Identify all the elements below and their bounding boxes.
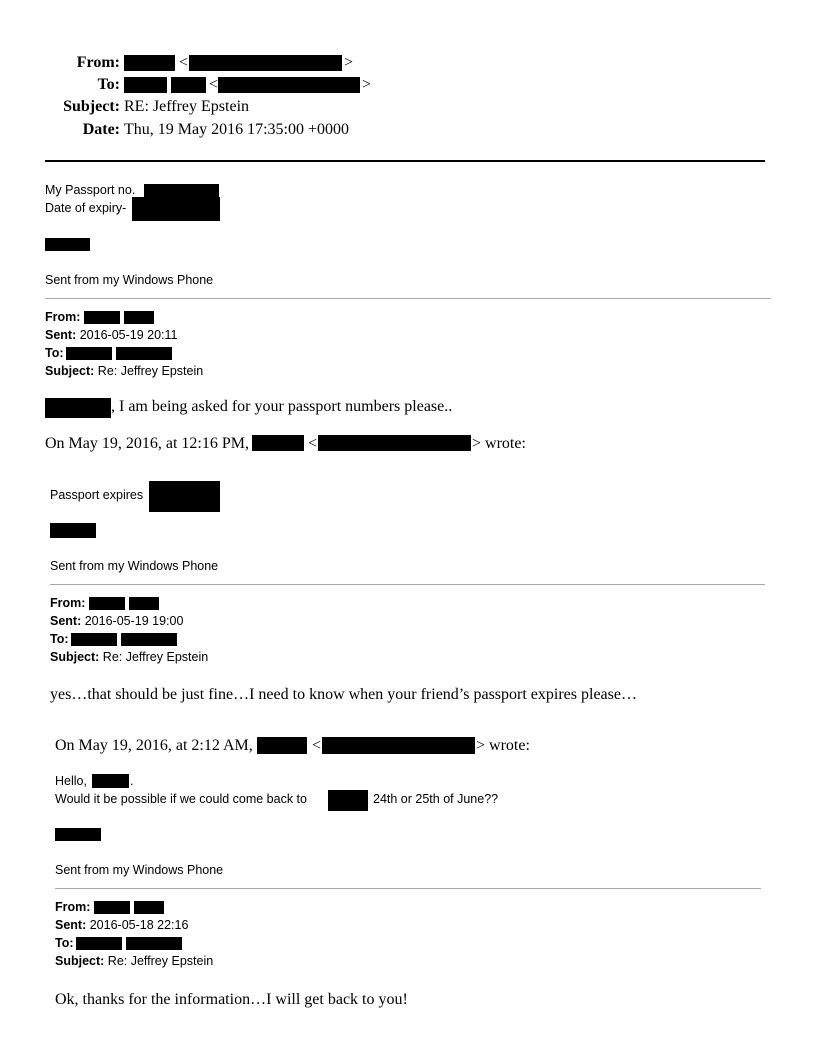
message-body: , I am being asked for your passport numbers please.. <box>111 398 453 415</box>
redaction-bar <box>94 901 130 914</box>
lt-symbol: < <box>312 737 322 754</box>
subject-label: Subject: <box>63 98 120 115</box>
redaction-bar <box>84 311 120 324</box>
redaction-bar <box>50 523 96 538</box>
attribution-suffix: > wrote: <box>472 435 526 452</box>
question-suffix: 24th or 25th of June?? <box>373 792 499 806</box>
redaction-bar <box>76 937 122 950</box>
redaction-bar <box>322 737 475 754</box>
from-label: From: <box>50 596 86 610</box>
question-line: Would it be possible if we could come back to <box>55 792 307 806</box>
redaction-bar <box>66 347 112 360</box>
redaction-bar <box>189 55 342 71</box>
redaction-bar <box>71 633 117 646</box>
redaction-bar <box>92 774 129 788</box>
header-divider <box>45 160 765 162</box>
redaction-bar <box>55 828 101 841</box>
redaction-bar <box>218 77 360 93</box>
redaction-bar <box>149 481 220 512</box>
sent-value: 2016-05-19 20:11 <box>79 328 178 342</box>
signature: Sent from my Windows Phone <box>50 559 219 573</box>
subject-value: Re: Jeffrey Epstein <box>97 364 204 378</box>
subject-line <box>50 650 208 664</box>
lt-symbol: < <box>308 435 318 452</box>
to-label: To: <box>50 632 69 646</box>
from-label: From: <box>76 54 120 71</box>
sent-value: 2016-05-18 22:16 <box>89 918 189 932</box>
quote-divider <box>45 298 771 299</box>
redaction-bar <box>328 790 368 811</box>
redaction-bar <box>252 435 304 451</box>
quote-divider <box>50 584 765 585</box>
gt-symbol: > <box>344 54 354 71</box>
sent-line <box>55 918 188 932</box>
subject-line <box>55 954 213 968</box>
to-label: To: <box>97 76 120 93</box>
redaction-bar <box>132 197 220 221</box>
attribution-line: On May 19, 2016, at 2:12 AM, <box>55 737 253 754</box>
redaction-bar <box>89 597 125 610</box>
subject-label: Subject: <box>50 650 100 664</box>
redaction-bar <box>134 901 164 914</box>
subject-line <box>45 364 203 378</box>
redaction-bar <box>45 238 90 251</box>
subject-value: Re: Jeffrey Epstein <box>107 954 214 968</box>
date-value: Thu, 19 May 2016 17:35:00 +0000 <box>124 121 350 138</box>
message-body: yes…that should be just fine…I need to know when your friend’s passport expires please… <box>50 686 637 703</box>
attribution-suffix: > wrote: <box>476 737 530 754</box>
signature: Sent from my Windows Phone <box>45 273 214 287</box>
redaction-bar <box>129 597 159 610</box>
redaction-bar <box>121 633 177 646</box>
subject-label: Subject: <box>45 364 95 378</box>
passport-number-line: My Passport no. <box>45 183 136 197</box>
sent-value: 2016-05-19 19:00 <box>84 614 184 628</box>
passport-expires-line: Passport expires <box>50 488 144 502</box>
redaction-bar <box>45 398 111 418</box>
subject-value: Re: Jeffrey Epstein <box>102 650 209 664</box>
redaction-bar <box>144 184 219 198</box>
expiry-line: Date of expiry- <box>45 201 127 215</box>
lt-symbol: < <box>209 76 219 93</box>
subject-value: RE: Jeffrey Epstein <box>124 98 250 115</box>
redaction-bar <box>116 347 172 360</box>
redaction-bar <box>171 77 206 93</box>
sent-label: Sent: <box>50 614 82 628</box>
redaction-bar <box>124 77 167 93</box>
to-label: To: <box>55 936 74 950</box>
attribution-line: On May 19, 2016, at 12:16 PM, <box>45 435 249 452</box>
lt-symbol: < <box>179 54 189 71</box>
greeting: Hello, <box>55 774 87 788</box>
redaction-bar <box>124 55 175 71</box>
gt-symbol: > <box>362 76 372 93</box>
to-label: To: <box>45 346 64 360</box>
greeting-period: . <box>130 774 134 788</box>
redaction-bar <box>318 435 471 451</box>
message-body: Ok, thanks for the information…I will get back to you! <box>55 991 408 1008</box>
signature: Sent from my Windows Phone <box>55 863 224 877</box>
quote-divider <box>55 888 761 889</box>
redaction-bar <box>124 311 154 324</box>
from-label: From: <box>45 310 81 324</box>
sent-label: Sent: <box>45 328 77 342</box>
redaction-bar <box>126 937 182 950</box>
from-label: From: <box>55 900 91 914</box>
sent-label: Sent: <box>55 918 87 932</box>
redaction-bar <box>257 737 307 754</box>
subject-label: Subject: <box>55 954 105 968</box>
sent-line <box>50 614 183 628</box>
sent-line <box>45 328 178 342</box>
date-label: Date: <box>82 121 120 138</box>
